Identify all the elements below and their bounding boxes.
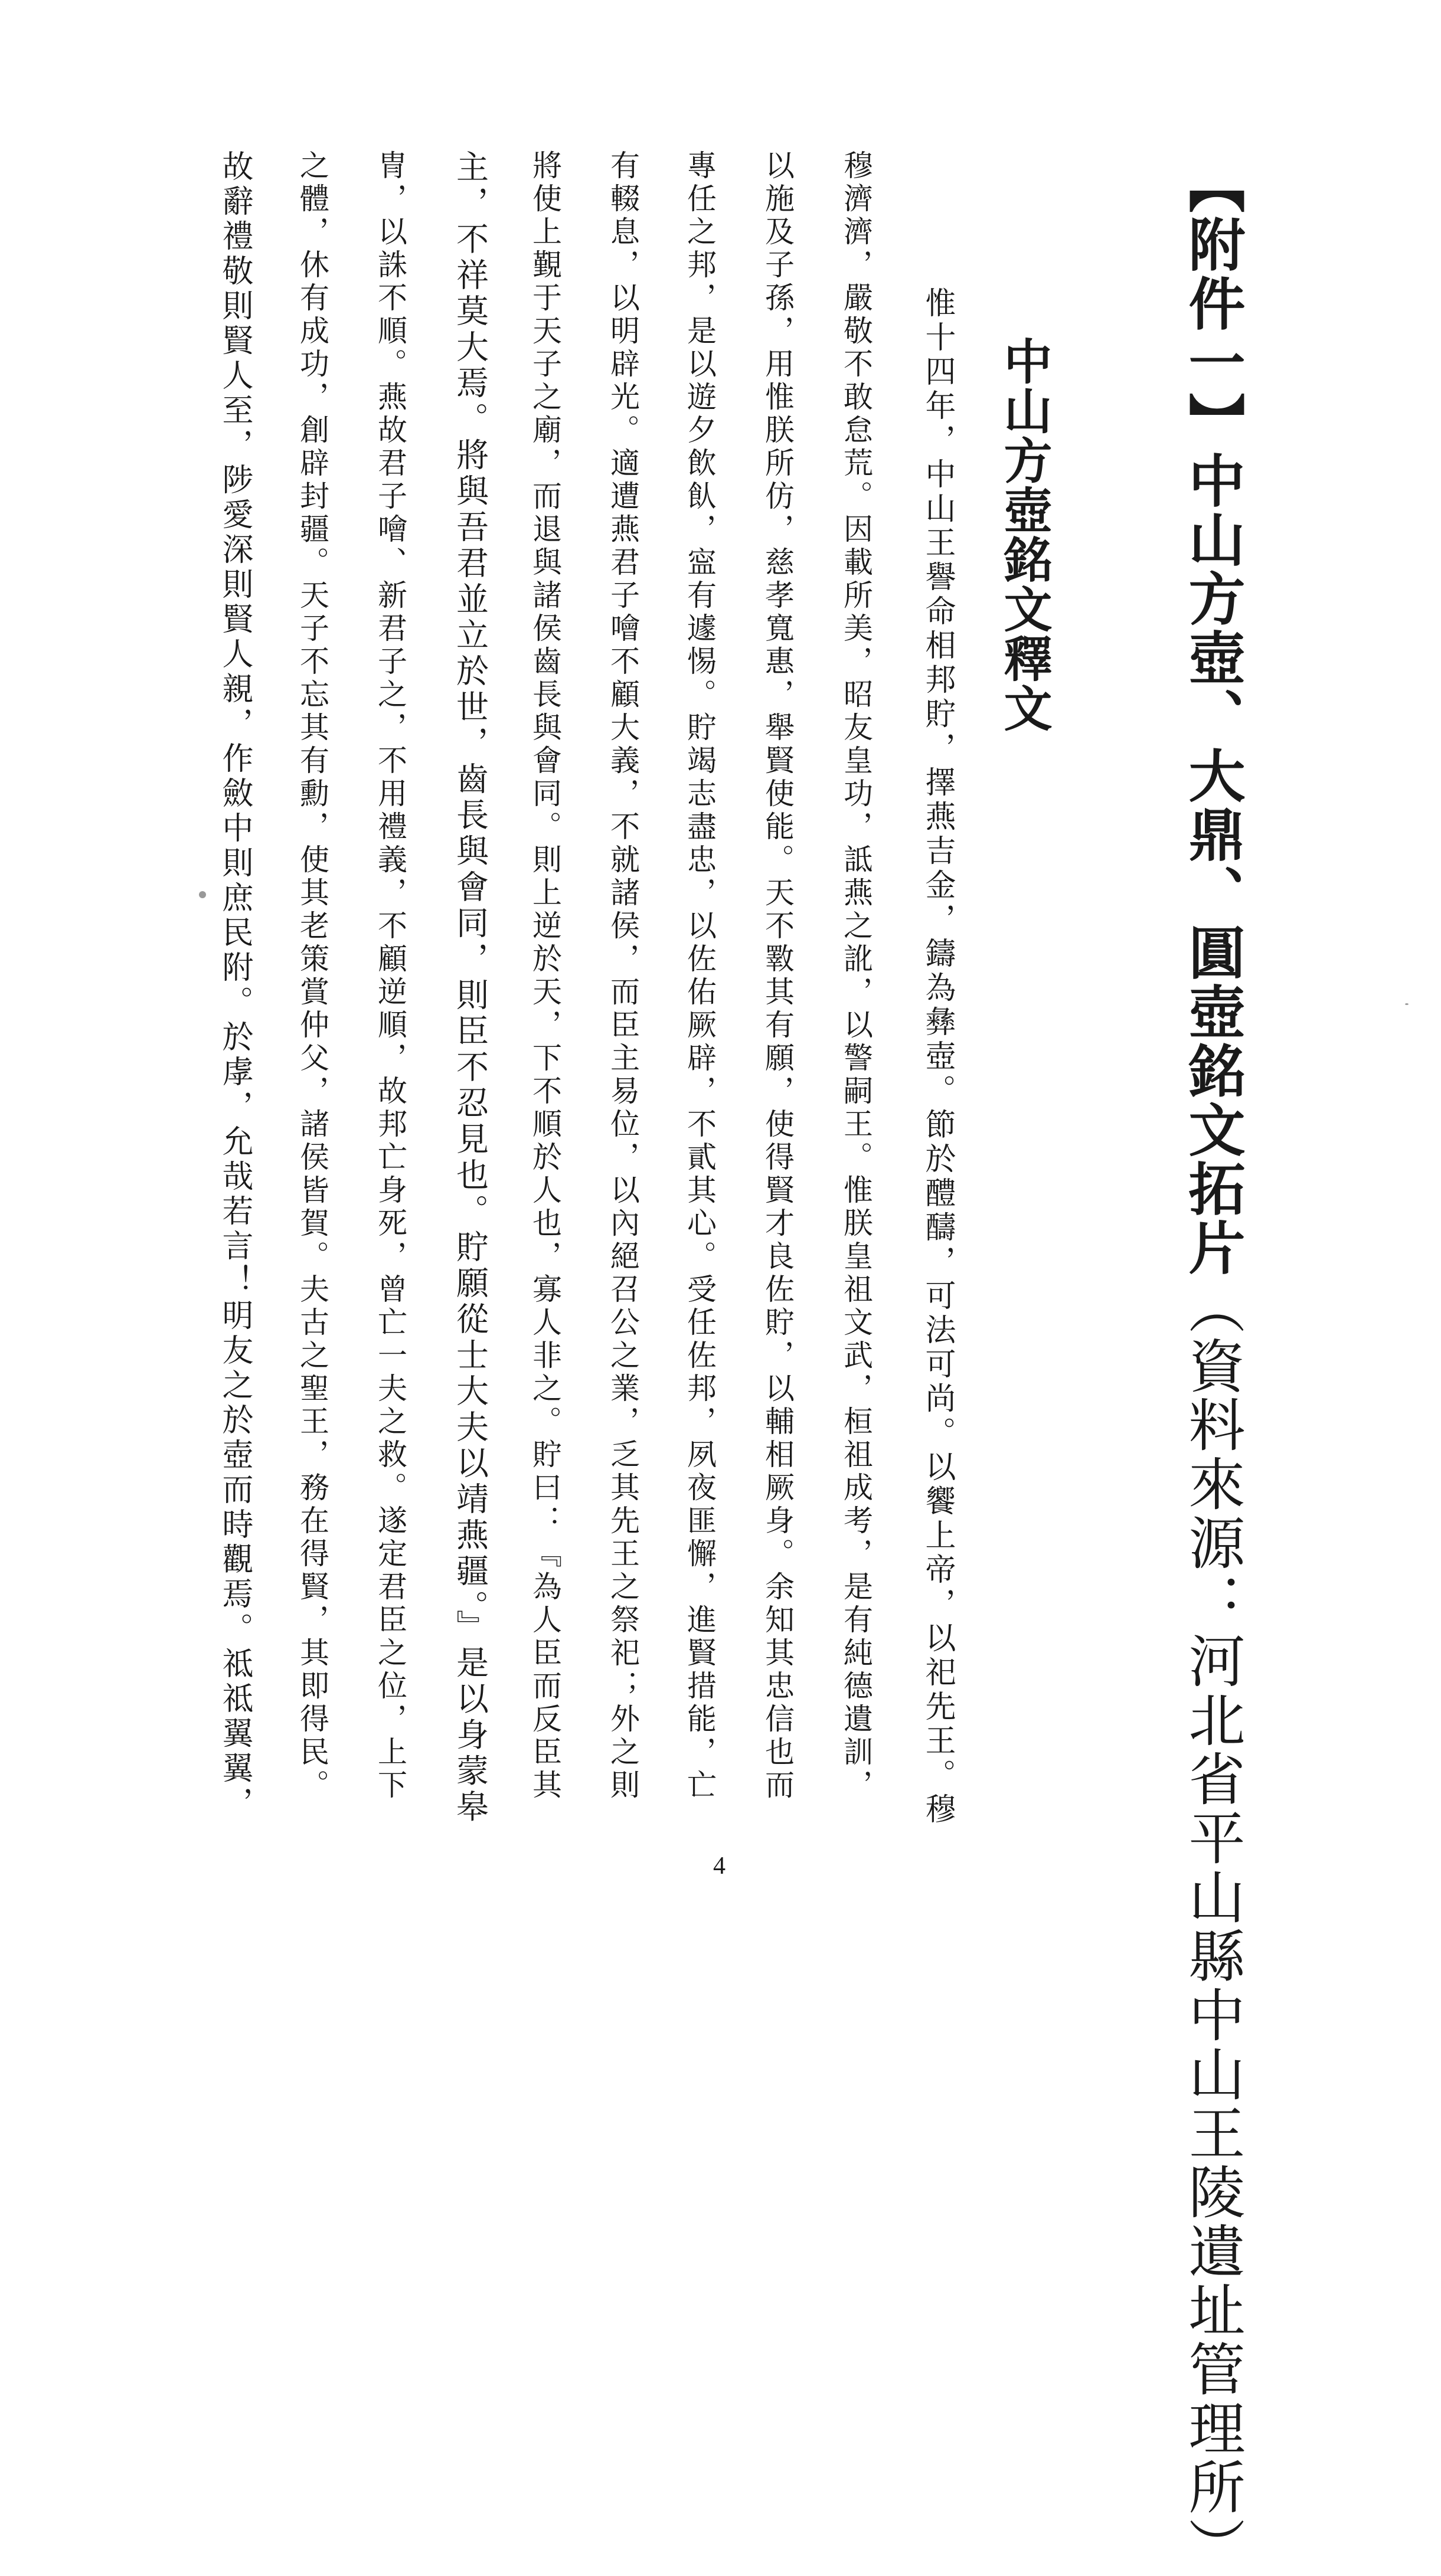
page-number: 4 xyxy=(713,1852,726,1880)
text-column-6: 將使上覲于天子之廟，而退與諸侯齒長與會同。則上逆於天，下不順於人也，寡人非之。貯曰：『為人臣而反臣其 xyxy=(528,150,562,1802)
text-column-9: 之體，休有成功，創辟封疆。天子不忘其有勳，使其老策賞仲父，諸侯皆賀。夫古之聖王，務在得賢，其即得民。 xyxy=(295,150,329,1802)
text-column-5: 有輟息，以明辟光。適遭燕君子噲不顧大義，不就諸侯，而臣主易位，以內絕召公之業，乏其先王之祭祀；外之則 xyxy=(606,150,640,1802)
text-column-4: 專任之邦，是以遊夕飲飤，寍有遽惕。貯竭志盡忠，以佐佑厥辟，不貳其心。受任佐邦，夙夜匪懈，進賢措能，亡 xyxy=(682,150,717,1802)
scan-speck xyxy=(199,891,206,898)
text-column-3: 以施及子孫，用惟朕所仿，慈孝寬惠，舉賢使能。天不斁其有願，使得賢才良佐貯，以輔相厥身。余知其忠信也而 xyxy=(760,150,795,1802)
document-title: 中山方壺銘文釋文 xyxy=(996,336,1053,733)
text-column-2: 穆濟濟，嚴敬不敢怠荒。因載所美，昭友皇功，詆燕之訛，以警嗣王。惟朕皇祖文武，桓祖成考，是有純德遺訓， xyxy=(839,150,873,1802)
text-column-10: 故辭禮敬則賢人至，陟愛深則賢人親，作斂中則庶民附。於虖，允哉若言！明友之於壺而時觀焉。祗祗翼翼， xyxy=(217,150,253,1821)
text-column-7: 主，不祥莫大焉。將與吾君並立於世，齒長與會同，則臣不忍見也。貯願從士大夫以靖燕疆。』是以身蒙皋 xyxy=(451,150,489,1826)
appendix-header xyxy=(1179,156,1246,2576)
scan-speck xyxy=(1405,1003,1409,1005)
text-column-8: 冑，以誅不順。燕故君子噲、新君子之，不用禮義，不顧逆順，故邦亡身死，曾亡一夫之救。遂定君臣之位，上下 xyxy=(373,150,407,1802)
source-note: （資料來源：河北省平山縣中山王陵遺址管理所） xyxy=(1179,1278,1246,2576)
appendix-label: 【附件一】 xyxy=(1179,156,1246,451)
appendix-title: 中山方壺、大鼎、圓壺銘文拓片 xyxy=(1179,451,1246,1278)
text-column-1: 惟十四年，中山王譽命相邦貯，擇燕吉金，鑄為彝壺。節於醴醻，可法可尚。以饗上帝，以祀先王。穆 xyxy=(920,218,955,1827)
